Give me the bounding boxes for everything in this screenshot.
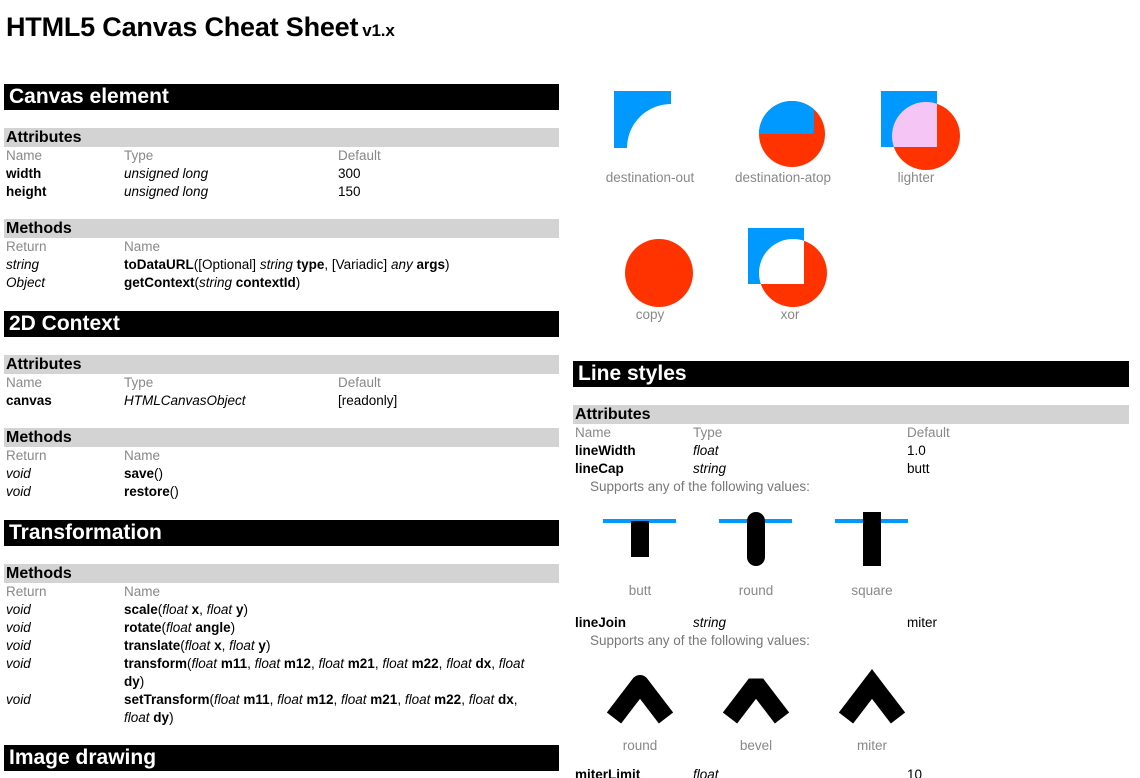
method-signature: getContext(string contextId) (124, 275, 301, 290)
composite-label: lighter (897, 170, 935, 185)
linejoin-miter-figure (838, 664, 906, 726)
composite-label: destination-out (605, 170, 695, 185)
method-signature: rotate(float angle) (124, 620, 236, 635)
linejoin-label: round (622, 738, 658, 753)
version-label: v1.x (362, 21, 395, 40)
attr-type: unsigned long (124, 166, 209, 181)
attr-name: lineJoin (575, 615, 627, 630)
subsection-methods: Methods (4, 428, 559, 447)
page-title-text: HTML5 Canvas Cheat Sheet (6, 12, 359, 42)
attr-name: lineWidth (575, 443, 636, 458)
attr-name: canvas (6, 393, 52, 408)
linecap-label: butt (628, 583, 652, 598)
method-return: void (6, 620, 31, 635)
composite-destination-atop-figure (757, 99, 829, 171)
col-type: Type (124, 148, 154, 163)
linejoin-bevel-figure (722, 670, 790, 726)
method-signature: restore() (124, 484, 179, 499)
section-image-drawing: Image drawing (4, 745, 559, 771)
col-type: Type (693, 425, 723, 440)
subsection-methods: Methods (4, 219, 559, 238)
attr-default: 10 (907, 767, 923, 778)
method-return: Object (6, 275, 46, 290)
subsection-methods: Methods (4, 564, 559, 583)
col-name: Name (124, 448, 161, 463)
section-transformation: Transformation (4, 520, 559, 546)
attr-default: 1.0 (907, 443, 926, 458)
linecap-square-figure (835, 512, 909, 568)
attr-name: height (6, 184, 47, 199)
linejoin-label: miter (857, 738, 887, 753)
col-name: Name (6, 148, 43, 163)
method-signature: setTransform(float m11, float m12, float m21, float m22, float dx, float dy) (124, 692, 518, 725)
col-default: Default (338, 148, 381, 163)
col-return: Return (6, 448, 47, 463)
attr-default: 300 (338, 166, 361, 181)
attr-default: butt (907, 461, 930, 476)
col-return: Return (6, 239, 47, 254)
method-return: void (6, 466, 31, 481)
linecap-label: square (851, 583, 893, 598)
linecap-label: round (738, 583, 774, 598)
attr-type: float (693, 767, 719, 778)
method-signature: toDataURL([Optional] string type, [Variadic] any args) (124, 257, 450, 272)
subsection-attributes: Attributes (4, 128, 559, 147)
attr-name: width (6, 166, 42, 181)
attr-default: miter (907, 615, 937, 630)
composite-label: copy (635, 307, 665, 322)
section-line-styles: Line styles (573, 361, 1129, 387)
col-name: Name (6, 375, 43, 390)
method-return: void (6, 484, 31, 499)
method-return: void (6, 692, 31, 707)
col-name: Name (575, 425, 612, 440)
attr-type: string (693, 461, 727, 476)
attr-type: HTMLCanvasObject (124, 393, 246, 408)
subsection-attributes: Attributes (4, 355, 559, 374)
attr-type: unsigned long (124, 184, 209, 199)
composite-label: destination-atop (734, 170, 832, 185)
linecap-butt-figure (603, 512, 677, 560)
page-title (6, 12, 395, 43)
method-signature: save() (124, 466, 164, 481)
method-return: void (6, 656, 31, 671)
col-name: Name (124, 239, 161, 254)
method-return: void (6, 602, 31, 617)
attr-name: lineCap (575, 461, 624, 476)
attr-name: miterLimit (575, 767, 641, 778)
section-2d-context: 2D Context (4, 311, 559, 337)
subsection-attributes: Attributes (573, 405, 1129, 424)
supports-note: Supports any of the following values: (590, 479, 810, 494)
section-canvas-element: Canvas element (4, 84, 559, 110)
composite-copy-figure (624, 238, 696, 310)
composite-lighter-figure (881, 91, 963, 173)
composite-xor-figure (748, 228, 830, 310)
method-signature: scale(float x, float y) (124, 602, 248, 617)
attr-type: float (693, 443, 719, 458)
composite-label: xor (780, 307, 800, 322)
method-return: void (6, 638, 31, 653)
attr-default: 150 (338, 184, 361, 199)
supports-note: Supports any of the following values: (590, 633, 810, 648)
linejoin-round-figure (606, 670, 674, 726)
method-signature: translate(float x, float y) (124, 638, 271, 653)
composite-destination-out-figure (614, 91, 674, 151)
attr-type: string (693, 615, 727, 630)
col-return: Return (6, 584, 47, 599)
col-default: Default (907, 425, 950, 440)
col-name: Name (124, 584, 161, 599)
attr-default: [readonly] (338, 393, 398, 408)
linejoin-label: bevel (739, 738, 773, 753)
col-type: Type (124, 375, 154, 390)
method-signature: transform(float m11, float m12, float m21, float m22, float dx, float dy) (124, 656, 525, 689)
linecap-round-figure (719, 512, 793, 568)
col-default: Default (338, 375, 381, 390)
method-return: string (6, 257, 40, 272)
